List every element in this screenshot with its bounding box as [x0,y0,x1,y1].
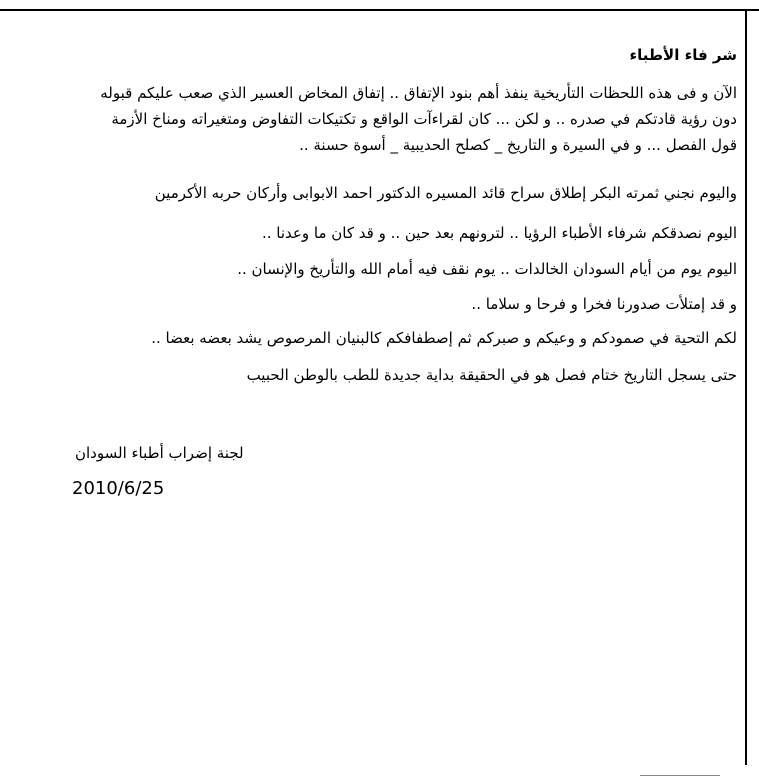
signature-committee: لجنة إضراب أطباء السودان [75,444,244,462]
letter-title: شر فاء الأطباء [629,46,737,64]
paragraph-line: حتى يسجل التاريخ ختام فصل هو في الحقيقة بداية جديدة للطب بالوطن الحبيب [246,366,737,384]
page-bottom-edge-fragment [640,775,720,776]
paragraph-line: لكم التحية في صمودكم و وعيكم و صبركم ثم إصطفافكم كالبنيان المرصوص يشد بعضه بعضا .. [151,329,737,347]
paragraph-line: دون رؤية قادتكم في صدره .. و لكن ... كان لقراءآت الواقع و تكتيكات التفاوض ومتغيراته ومناخ الأزمة [111,110,737,128]
paragraph-line: واليوم نجني ثمرته البكر إطلاق سراح قائد المسيره الدكتور احمد الابوابى وأركان حربه الأكرمين [154,184,737,202]
paragraph-line: قول الفصل ... و في السيرة و التاريخ _ كصلح الحديبية _ أسوة حسنة .. [299,136,737,154]
paragraph-line: و قد إمتلأت صدورنا فخرا و فرحا و سلاما .. [471,295,737,313]
letter-date: 2010/6/25 [72,478,165,499]
page-top-rule [0,9,759,11]
paragraph-line: اليوم يوم من أيام السودان الخالدات .. يوم نقف فيه أمام الله والتأريخ والإنسان .. [237,260,737,278]
paragraph-line: اليوم نصدقكم شرفاء الأطباء الرؤيا .. لترونهم بعد حين .. و قد كان ما وعدنا .. [262,224,737,242]
page-right-rule [745,10,747,765]
paragraph-line: الآن و فى هذه اللحظات التأريخية ينفذ أهم بنود الإتفاق .. إتفاق المخاض العسير الذي صعب عليكم قبوله [100,84,737,102]
